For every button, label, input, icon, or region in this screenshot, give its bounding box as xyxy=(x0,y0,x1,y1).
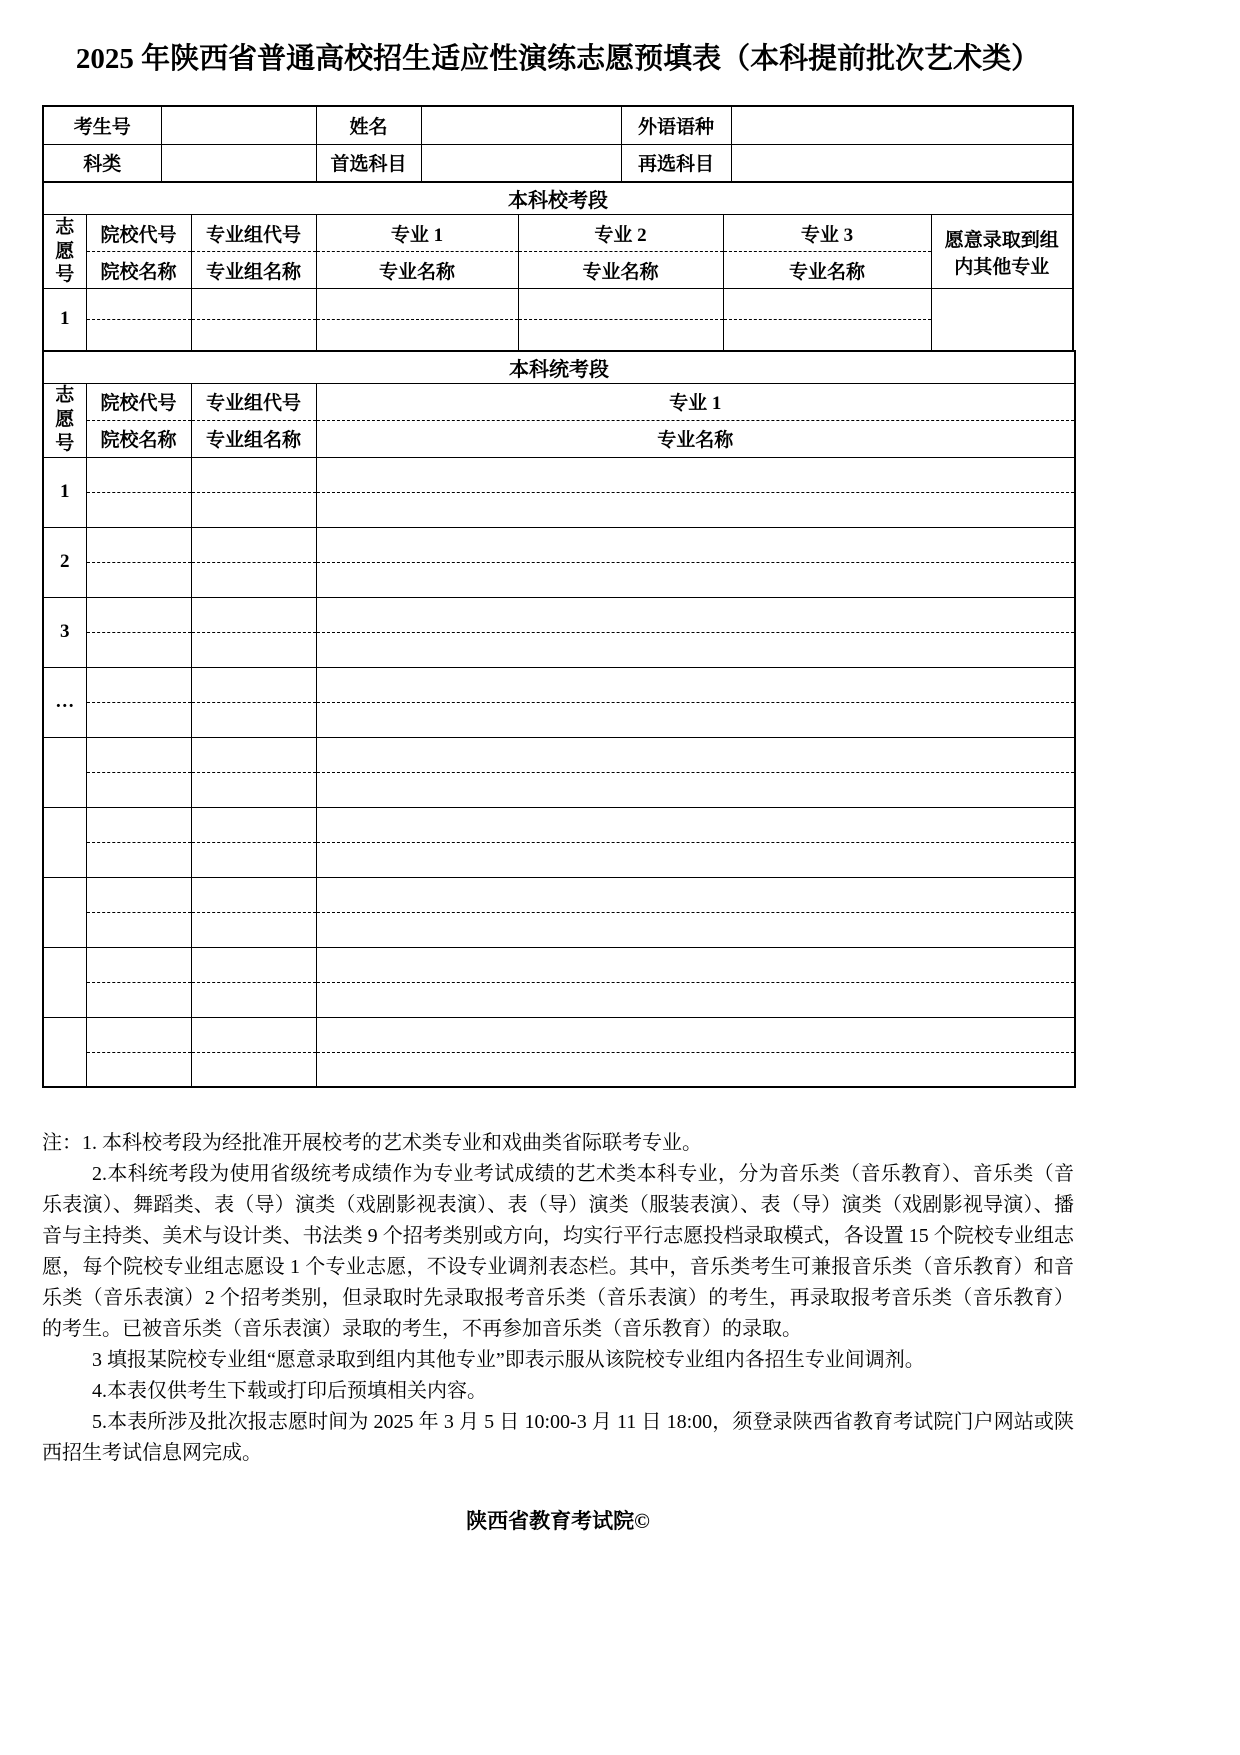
college-code-header: 院校代号 xyxy=(86,383,191,420)
subject-type-label: 科类 xyxy=(43,144,161,182)
unified-row-bottom xyxy=(43,772,1075,807)
note-5: 5.本表所涉及批次报志愿时间为 2025 年 3 月 5 日 10:00-3 月 11 日 18:00，须登录陕西省教育考试院门户网站或陕西招生考试信息网完成。 xyxy=(42,1411,1074,1464)
major-name-cell xyxy=(316,562,1075,597)
first-choice-subject-value xyxy=(421,144,621,182)
college-name-header: 院校名称 xyxy=(86,420,191,457)
preference-number: 2 xyxy=(43,527,86,597)
major-cell xyxy=(316,1017,1075,1052)
group-code-cell xyxy=(191,289,316,320)
willing-other-major-cell xyxy=(931,289,1073,351)
group-name-cell xyxy=(191,492,316,527)
major3-header: 专业 3 xyxy=(723,215,931,252)
college-name-cell xyxy=(86,912,191,947)
group-name-cell xyxy=(191,912,316,947)
college-name-cell xyxy=(86,320,191,351)
college-code-cell xyxy=(86,457,191,492)
major1-name-header: 专业名称 xyxy=(316,252,518,289)
college-name-cell xyxy=(86,842,191,877)
preference-number xyxy=(43,737,86,807)
major-name-cell xyxy=(316,492,1075,527)
preference-no-header-text: 志愿号 xyxy=(55,385,75,454)
page-title: 2025 年陕西省普通高校招生适应性演练志愿预填表（本科提前批次艺术类） xyxy=(75,43,1041,75)
preference-number xyxy=(43,807,86,877)
unified-exam-section-row xyxy=(43,351,1075,384)
group-code-header: 专业组代号 xyxy=(191,383,316,420)
preference-no-header xyxy=(43,383,86,457)
major3-name-header: 专业名称 xyxy=(723,252,931,289)
unified-row-top xyxy=(43,807,1075,842)
major-name-header: 专业名称 xyxy=(316,420,1075,457)
major-name-cell xyxy=(316,842,1075,877)
unified-row-top xyxy=(43,527,1075,562)
unified-row-bottom xyxy=(43,702,1075,737)
group-code-cell xyxy=(191,527,316,562)
group-name-header: 专业组名称 xyxy=(191,252,316,289)
unified-row-top xyxy=(43,597,1075,632)
school-exam-header-row-bottom xyxy=(43,252,1073,289)
unified-row-bottom xyxy=(43,562,1075,597)
unified-row-top xyxy=(43,1017,1075,1052)
college-name-cell xyxy=(86,702,191,737)
unified-exam-table xyxy=(42,350,1076,1089)
group-name-cell xyxy=(191,632,316,667)
group-code-header: 专业组代号 xyxy=(191,215,316,252)
info-row-1 xyxy=(43,106,1073,144)
group-code-cell xyxy=(191,807,316,842)
college-code-cell xyxy=(86,807,191,842)
major-name-cell xyxy=(316,912,1075,947)
college-code-cell xyxy=(86,527,191,562)
form-page xyxy=(42,0,1074,1535)
note-3: 3 填报某院校专业组“愿意录取到组内其他专业”即表示服从该院校专业组内各招生专业间调剂。 xyxy=(92,1349,925,1371)
college-name-cell xyxy=(86,1052,191,1087)
group-code-cell xyxy=(191,947,316,982)
unified-row-bottom xyxy=(43,1052,1075,1087)
college-name-cell xyxy=(86,982,191,1017)
name-value xyxy=(421,106,621,144)
major-cell xyxy=(316,807,1075,842)
major-cell xyxy=(316,667,1075,702)
group-name-header: 专业组名称 xyxy=(191,420,316,457)
unified-exam-header-row-top xyxy=(43,383,1075,420)
preference-number: 1 xyxy=(43,457,86,527)
school-exam-section-title: 本科校考段 xyxy=(43,182,1073,215)
group-name-cell xyxy=(191,562,316,597)
school-exam-header-row-top xyxy=(43,215,1073,252)
unified-row-bottom xyxy=(43,982,1075,1017)
group-code-cell xyxy=(191,667,316,702)
school-exam-row-1-bottom xyxy=(43,320,1073,351)
group-code-cell xyxy=(191,877,316,912)
major-name-cell xyxy=(316,702,1075,737)
preference-no-header xyxy=(43,215,86,289)
foreign-language-value xyxy=(731,106,1073,144)
major-cell xyxy=(316,947,1075,982)
major-cell xyxy=(316,527,1075,562)
major-cell xyxy=(316,457,1075,492)
unified-row-bottom xyxy=(43,912,1075,947)
college-name-header: 院校名称 xyxy=(86,252,191,289)
preference-no-header-text: 志愿号 xyxy=(55,216,75,286)
college-code-header: 院校代号 xyxy=(86,215,191,252)
preference-number xyxy=(43,877,86,947)
college-code-cell xyxy=(86,947,191,982)
college-name-cell xyxy=(86,632,191,667)
subject-type-value xyxy=(161,144,316,182)
candidate-info-table xyxy=(42,105,1074,183)
school-exam-row-1-top xyxy=(43,289,1073,320)
college-code-cell xyxy=(86,877,191,912)
major3-name-cell xyxy=(723,320,931,351)
unified-row-top xyxy=(43,667,1075,702)
group-name-cell xyxy=(191,1052,316,1087)
foreign-language-label: 外语语种 xyxy=(621,106,731,144)
info-row-2 xyxy=(43,144,1073,182)
unified-row-top xyxy=(43,877,1075,912)
group-code-cell xyxy=(191,597,316,632)
notes-block xyxy=(42,1128,1074,1469)
college-code-cell xyxy=(86,597,191,632)
college-code-cell xyxy=(86,1017,191,1052)
college-name-cell xyxy=(86,562,191,597)
candidate-no-value xyxy=(161,106,316,144)
first-choice-subject-label: 首选科目 xyxy=(316,144,421,182)
candidate-no-label: 考生号 xyxy=(43,106,161,144)
preference-number xyxy=(43,1017,86,1087)
major-name-cell xyxy=(316,632,1075,667)
major1-header: 专业 1 xyxy=(316,383,1075,420)
major2-header: 专业 2 xyxy=(518,215,723,252)
major-cell xyxy=(316,877,1075,912)
re-choice-subject-value xyxy=(731,144,1073,182)
major-name-cell xyxy=(316,982,1075,1017)
major-name-cell xyxy=(316,772,1075,807)
unified-exam-section-title: 本科统考段 xyxy=(43,351,1075,384)
unified-row-bottom xyxy=(43,632,1075,667)
major-cell xyxy=(316,597,1075,632)
group-name-cell xyxy=(191,702,316,737)
major3-cell xyxy=(723,289,931,320)
preference-number: 3 xyxy=(43,597,86,667)
note-1: 注：1. 本科校考段为经批准开展校考的艺术类专业和戏曲类省际联考专业。 xyxy=(42,1132,702,1154)
college-code-cell xyxy=(86,289,191,320)
major2-name-header: 专业名称 xyxy=(518,252,723,289)
group-name-cell xyxy=(191,772,316,807)
college-name-cell xyxy=(86,772,191,807)
major-cell xyxy=(316,737,1075,772)
unified-row-top xyxy=(43,457,1075,492)
school-exam-table xyxy=(42,181,1074,352)
unified-row-bottom xyxy=(43,492,1075,527)
college-code-cell xyxy=(86,737,191,772)
group-code-cell xyxy=(191,457,316,492)
group-code-cell xyxy=(191,1017,316,1052)
major2-name-cell xyxy=(518,320,723,351)
college-name-cell xyxy=(86,492,191,527)
major1-header: 专业 1 xyxy=(316,215,518,252)
group-name-cell xyxy=(191,320,316,351)
footer-issuer: 陕西省教育考试院© xyxy=(466,1509,650,1533)
note-2: 2.本科统考段为使用省级统考成绩作为专业考试成绩的艺术类本科专业，分为音乐类（音乐教育）、音乐类（音乐表演）、舞蹈类、表（导）演类（戏剧影视表演）、表（导）演类（服装表演）、表（导）演类（戏剧影视导演）、播音与主持类、美术与设计类、书法类 9 个招考类别或方向，均实行平行志愿投档录取模式，各设置 15 个院校专业组志愿，每个院校专业组志愿设 1 个专业志愿，不设专业调剂表态栏。其中，音乐类考生可兼报音乐类（音乐教育）和音乐类（音乐表演）2 个招考类别，但录取时先录取报考音乐类（音乐表演）的考生，再录取报考音乐类（音乐教育）的考生。已被音乐类（音乐表演）录取的考生，不再参加音乐类（音乐教育）的录取。 xyxy=(42,1163,1074,1340)
note-4: 4.本表仅供考生下载或打印后预填相关内容。 xyxy=(92,1380,487,1402)
group-code-cell xyxy=(191,737,316,772)
school-exam-section-row xyxy=(43,182,1073,215)
major1-cell xyxy=(316,289,518,320)
unified-exam-header-row-bottom xyxy=(43,420,1075,457)
group-name-cell xyxy=(191,842,316,877)
re-choice-subject-label: 再选科目 xyxy=(621,144,731,182)
group-name-cell xyxy=(191,982,316,1017)
major2-cell xyxy=(518,289,723,320)
preference-number: … xyxy=(43,667,86,737)
unified-row-bottom xyxy=(43,842,1075,877)
willing-other-major-header: 愿意录取到组内其他专业 xyxy=(931,215,1073,289)
major-name-cell xyxy=(316,1052,1075,1087)
major1-name-cell xyxy=(316,320,518,351)
preference-number: 1 xyxy=(43,289,86,351)
name-label: 姓名 xyxy=(316,106,421,144)
unified-row-top xyxy=(43,947,1075,982)
college-code-cell xyxy=(86,667,191,702)
unified-row-top xyxy=(43,737,1075,772)
preference-number xyxy=(43,947,86,1017)
